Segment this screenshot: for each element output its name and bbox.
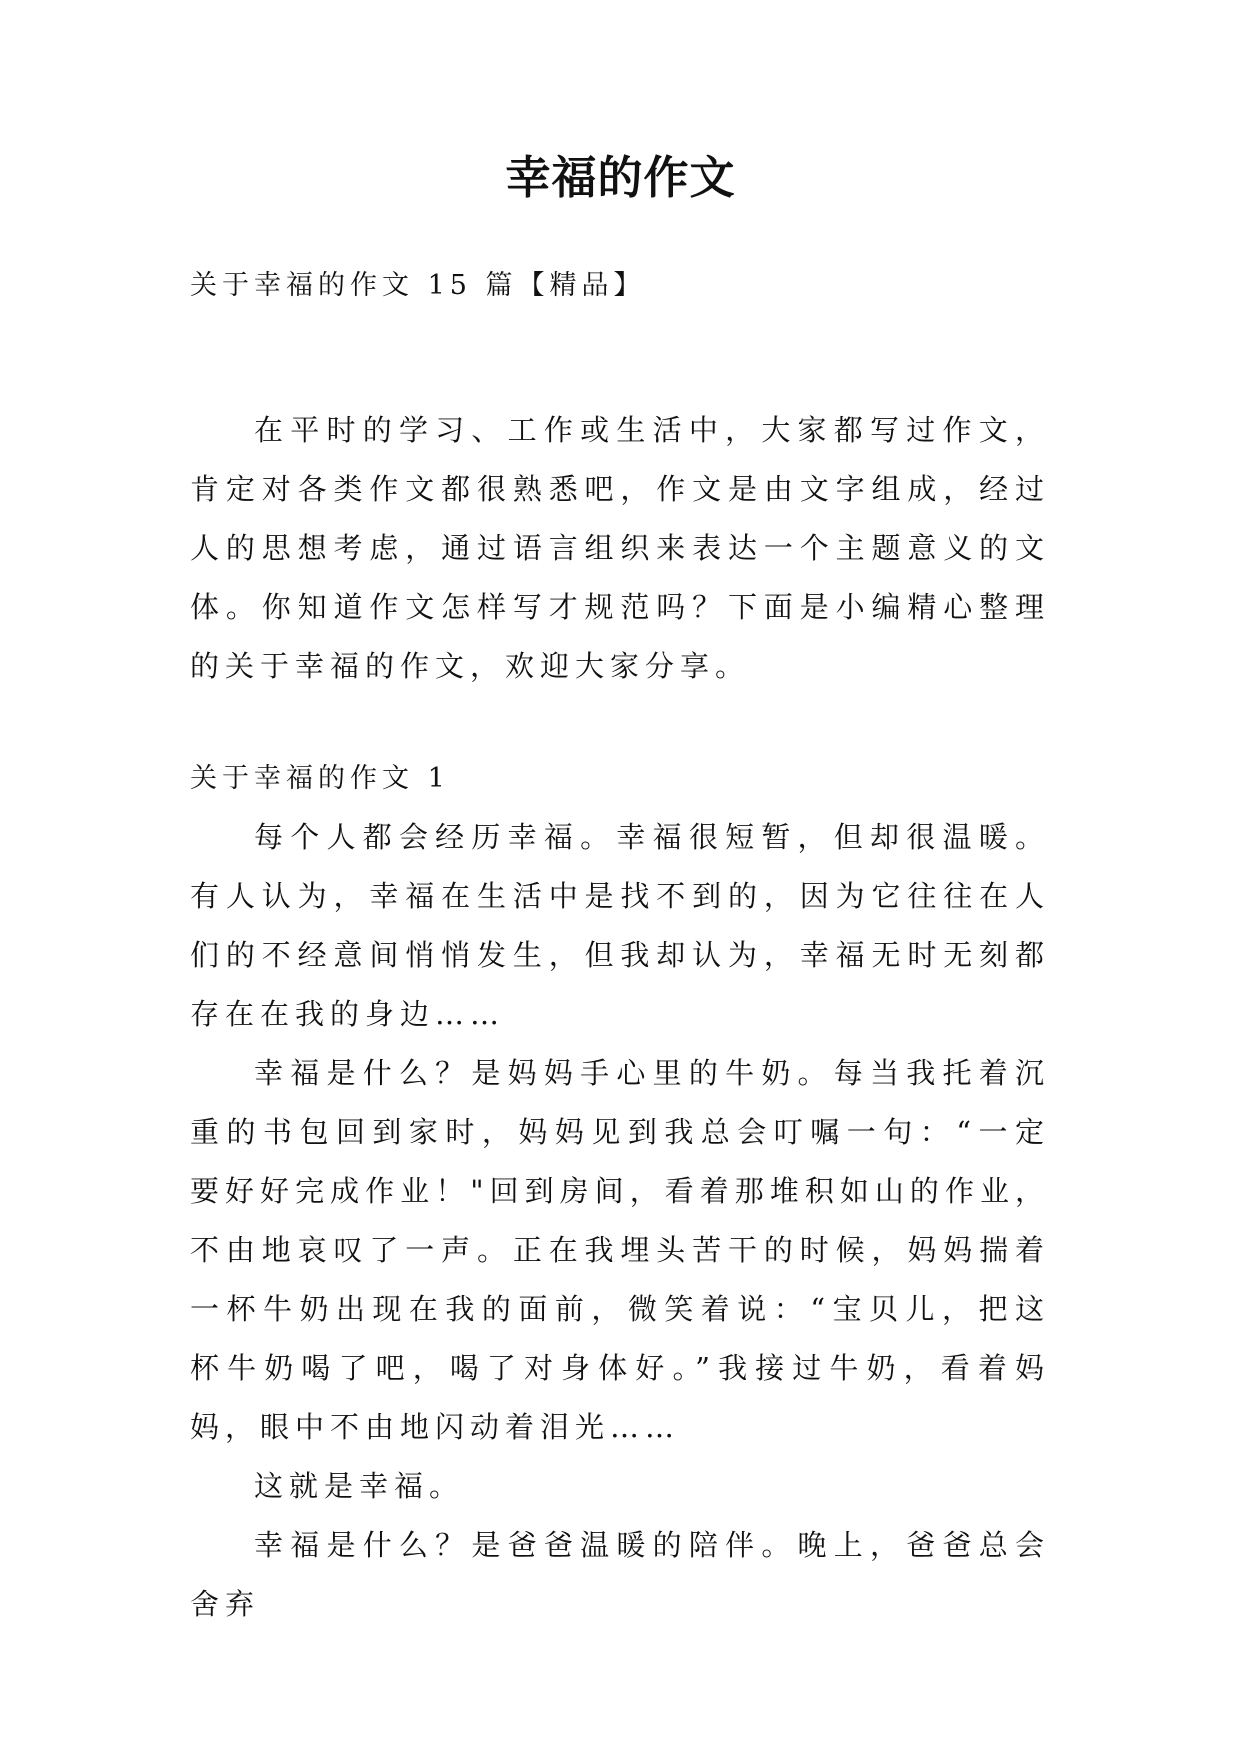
essay-paragraph: 每个人都会经历幸福。幸福很短暂，但却很温暖。有人认为，幸福在生活中是找不到的，因为它往往在人们的不经意间悄悄发生，但我却认为，幸福无时无刻都存在在我的身边…… <box>190 820 1050 1031</box>
essay-section <box>190 749 1050 1634</box>
document-title: 幸福的作文 <box>505 151 736 204</box>
essay-paragraph: 幸福是什么？是爸爸温暖的陪伴。晚上，爸爸总会舍弃 <box>190 1528 1050 1621</box>
intro-block <box>190 401 1050 696</box>
essay-paragraph: 这就是幸福。 <box>254 1469 465 1503</box>
document-subtitle: 关于幸福的作文 15 篇【精品】 <box>190 270 646 301</box>
intro-paragraph: 在平时的学习、工作或生活中，大家都写过作文，肯定对各类作文都很熟悉吧，作文是由文字组成，经过人的思想考虑，通过语言组织来表达一个主题意义的文体。你知道作文怎样写才规范吗？下面是小编精心整理的关于幸福的作文，欢迎大家分享。 <box>190 413 1050 683</box>
section-heading: 关于幸福的作文 1 <box>190 763 450 794</box>
essay-paragraph: 幸福是什么？是妈妈手心里的牛奶。每当我托着沉重的书包回到家时，妈妈见到我总会叮嘱一句：“一定要好好完成作业！"回到房间，看着那堆积如山的作业，不由地哀叹了一声。正在我埋头苦干的时候，妈妈揣着一杯牛奶出现在我的面前，微笑着说：“宝贝儿，把这杯牛奶喝了吧，喝了对身体好。”我接过牛奶，看着妈妈，眼中不由地闪动着泪光…… <box>190 1056 1050 1444</box>
